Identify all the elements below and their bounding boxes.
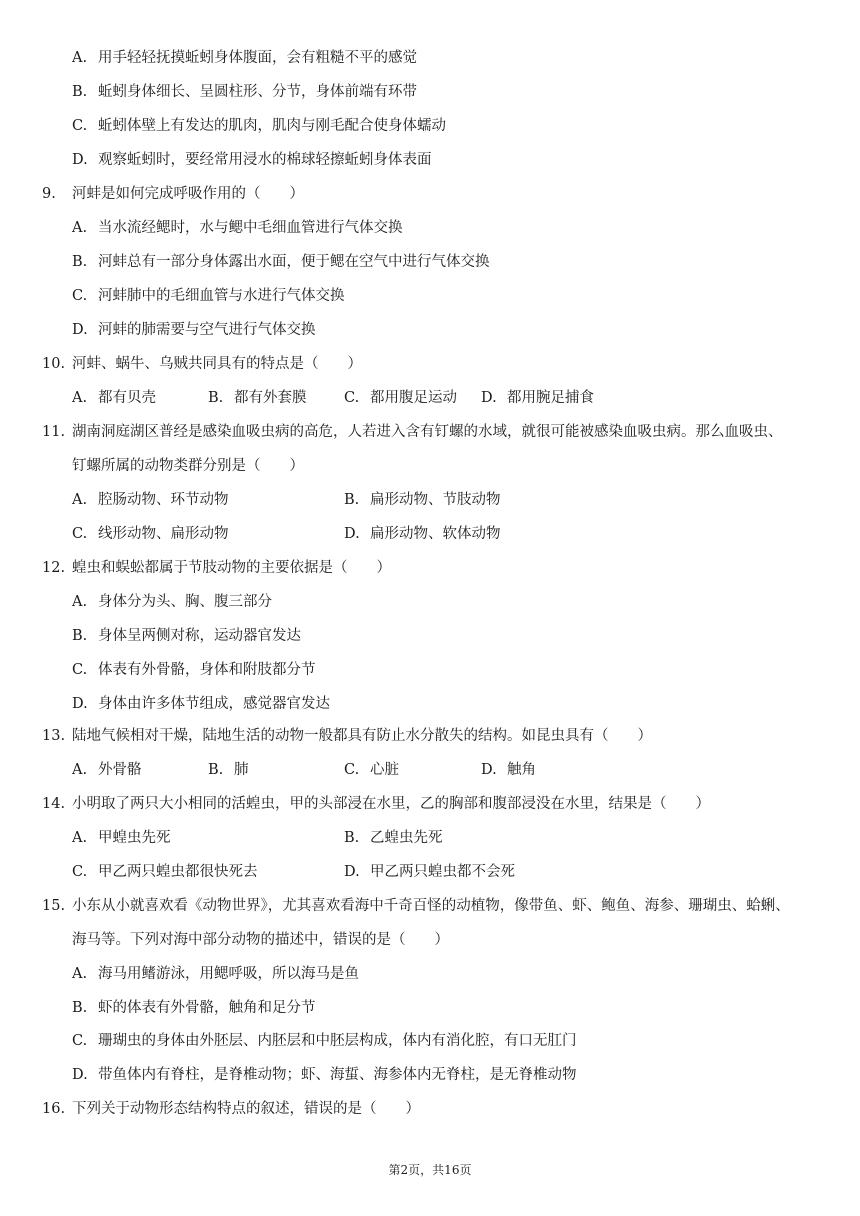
q12-number: 12. (42, 560, 66, 576)
q16-stem: 下列关于动物形态结构特点的叙述，错误的是（ ） (72, 1101, 420, 1117)
q13-stem: 陆地气候相对干燥，陆地生活的动物一般都具有防止水分散失的结构。如昆虫具有（ ） (72, 728, 652, 744)
q10-stem: 河蚌、蜗牛、乌贼共同具有的特点是（ ） (72, 356, 362, 372)
q10-option-b: B. 都有外套膜 (208, 390, 307, 406)
q13-option-a: A. 外骨骼 (72, 762, 142, 778)
q15-option-b: B. 虾的体表有外骨骼，触角和足分节 (72, 1000, 316, 1016)
q14-option-d: D. 甲乙两只蝗虫都不会死 (344, 864, 515, 880)
q12-option-b: B. 身体呈两侧对称，运动器官发达 (72, 628, 301, 644)
q11-number: 11. (42, 424, 66, 440)
q14-stem: 小明取了两只大小相同的活蝗虫，甲的头部浸在水里，乙的胸部和腹部浸没在水里，结果是（ ） (72, 796, 710, 812)
q11-stem-line1: 湖南洞庭湖区普经是感染血吸虫病的高危，人若进入含有钉螺的水域，就很可能被感染血吸虫病。那么血吸虫、 (72, 424, 783, 440)
q9-option-d: D. 河蚌的肺需要与空气进行气体交换 (72, 322, 316, 338)
q10-option-a: A. 都有贝壳 (72, 390, 156, 406)
q15-stem-line2: 海马等。下列对海中部分动物的描述中，错误的是（ ） (72, 932, 449, 948)
q8-option-d: D. 观察蚯蚓时，要经常用浸水的棉球轻擦蚯蚓身体表面 (72, 152, 432, 168)
q10-option-c: C. 都用腹足运动 (344, 390, 457, 406)
q12-option-a: A. 身体分为头、胸、腹三部分 (72, 594, 272, 610)
q16-number: 16. (42, 1101, 66, 1117)
q8-option-a: A. 用手轻轻抚摸蚯蚓身体腹面，会有粗糙不平的感觉 (72, 50, 417, 66)
q11-option-d: D. 扁形动物、软体动物 (344, 526, 501, 542)
q11-option-b: B. 扁形动物、节肢动物 (344, 492, 501, 508)
q9-option-b: B. 河蚌总有一部分身体露出水面，便于鳃在空气中进行气体交换 (72, 254, 490, 270)
q15-option-c: C. 珊瑚虫的身体由外胚层、内胚层和中胚层构成，体内有消化腔，有口无肛门 (72, 1033, 577, 1049)
q11-stem-line2: 钉螺所属的动物类群分别是（ ） (72, 458, 304, 474)
q13-option-c: C. 心脏 (344, 762, 399, 778)
q8-option-c: C. 蚯蚓体壁上有发达的肌肉，肌肉与刚毛配合使身体蠕动 (72, 118, 446, 134)
q11-option-a: A. 腔肠动物、环节动物 (72, 492, 229, 508)
q15-stem-line1: 小东从小就喜欢看《动物世界》，尤其喜欢看海中千奇百怪的动植物，像带鱼、虾、鲍鱼、海参、珊瑚虫、蛤蜊、 (72, 898, 790, 914)
q13-option-d: D. 触角 (481, 762, 536, 778)
page-footer: 第2页，共16页 (388, 1163, 472, 1177)
q9-option-a: A. 当水流经鳃时，水与鳃中毛细血管进行气体交换 (72, 220, 403, 236)
q10-number: 10. (42, 356, 66, 372)
q14-number: 14. (42, 796, 66, 812)
q12-option-c: C. 体表有外骨骼，身体和附肢都分节 (72, 662, 316, 678)
q14-option-a: A. 甲蝗虫先死 (72, 830, 171, 846)
q9-option-c: C. 河蚌肺中的毛细血管与水进行气体交换 (72, 288, 345, 304)
q9-number: 9. (42, 186, 56, 202)
q10-option-d: D. 都用腕足捕食 (481, 390, 594, 406)
q15-option-d: D. 带鱼体内有脊柱，是脊椎动物；虾、海蜇、海参体内无脊柱，是无脊椎动物 (72, 1067, 577, 1083)
q12-option-d: D. 身体由许多体节组成，感觉器官发达 (72, 696, 330, 712)
q8-option-b: B. 蚯蚓身体细长、呈圆柱形、分节，身体前端有环带 (72, 84, 417, 100)
q12-stem: 蝗虫和蜈蚣都属于节肢动物的主要依据是（ ） (72, 560, 391, 576)
q15-number: 15. (42, 898, 66, 914)
q11-option-c: C. 线形动物、扁形动物 (72, 526, 229, 542)
q13-number: 13. (42, 728, 66, 744)
q14-option-b: B. 乙蝗虫先死 (344, 830, 443, 846)
q15-option-a: A. 海马用鳍游泳，用鳃呼吸，所以海马是鱼 (72, 966, 359, 982)
q13-option-b: B. 肺 (208, 762, 249, 778)
q9-stem: 河蚌是如何完成呼吸作用的（ ） (72, 186, 304, 202)
q14-option-c: C. 甲乙两只蝗虫都很快死去 (72, 864, 258, 880)
